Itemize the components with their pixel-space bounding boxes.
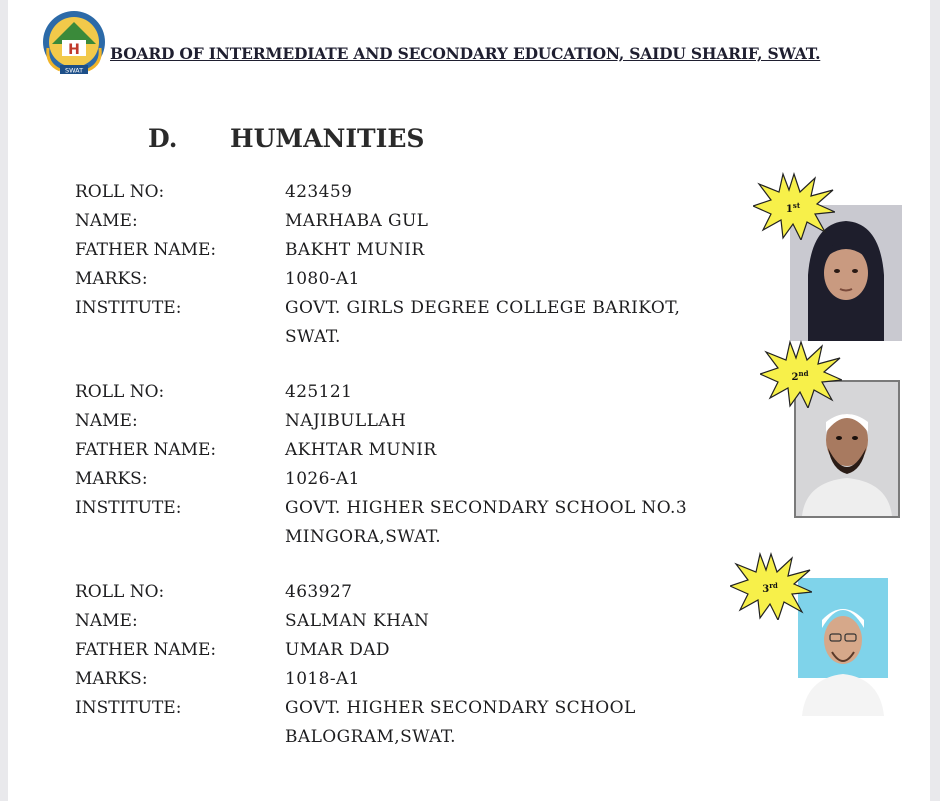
position-number: 3 [762, 584, 770, 595]
father-name-label: FATHER NAME: [75, 440, 217, 460]
roll-no-value: 423459 [285, 182, 353, 202]
position-suffix: rd [769, 581, 778, 590]
institute-value-line2: SWAT. [285, 327, 341, 347]
name-label: NAME: [75, 211, 138, 231]
institute-label: INSTITUTE: [75, 498, 182, 518]
roll-no-value: 425121 [285, 382, 353, 402]
marks-label: MARKS: [75, 469, 148, 489]
marks-value: 1026-A1 [285, 469, 360, 489]
name-value: SALMAN KHAN [285, 611, 430, 631]
position-number: 1 [785, 204, 793, 215]
document-page [8, 0, 930, 801]
institute-value-line2: MINGORA,SWAT. [285, 527, 442, 547]
board-title: BOARD OF INTERMEDIATE AND SECONDARY EDUCATION, SAIDU SHARIF, SWAT. [110, 44, 821, 63]
position-suffix: nd [798, 369, 809, 378]
position-star-2nd [760, 340, 842, 408]
board-logo-icon [40, 8, 108, 76]
section-title: HUMANITIES [230, 124, 425, 153]
position-suffix: st [792, 201, 801, 210]
institute-value-line1: GOVT. GIRLS DEGREE COLLEGE BARIKOT, [285, 298, 681, 318]
name-value: NAJIBULLAH [285, 411, 407, 431]
institute-value-line1: GOVT. HIGHER SECONDARY SCHOOL NO.3 [285, 498, 688, 518]
name-value: MARHABA GUL [285, 211, 429, 231]
name-label: NAME: [75, 611, 138, 631]
board-logo [40, 8, 108, 76]
father-name-value: BAKHT MUNIR [285, 240, 425, 260]
institute-value-line2: BALOGRAM,SWAT. [285, 727, 456, 747]
section-letter: D. [148, 124, 178, 153]
svg-text:H: H [68, 42, 80, 58]
roll-no-value: 463927 [285, 582, 353, 602]
marks-label: MARKS: [75, 669, 148, 689]
father-name-value: AKHTAR MUNIR [285, 440, 437, 460]
father-name-label: FATHER NAME: [75, 240, 217, 260]
marks-value: 1080-A1 [285, 269, 360, 289]
father-name-value: UMAR DAD [285, 640, 390, 660]
svg-text:SWAT: SWAT [64, 66, 84, 75]
roll-no-label: ROLL NO: [75, 382, 165, 402]
marks-label: MARKS: [75, 269, 148, 289]
roll-no-label: ROLL NO: [75, 182, 165, 202]
name-label: NAME: [75, 411, 138, 431]
father-name-label: FATHER NAME: [75, 640, 217, 660]
position-number: 2 [791, 372, 799, 383]
institute-value-line1: GOVT. HIGHER SECONDARY SCHOOL [285, 698, 636, 718]
position-star-1st [753, 172, 835, 240]
roll-no-label: ROLL NO: [75, 582, 165, 602]
institute-label: INSTITUTE: [75, 298, 182, 318]
position-star-3rd [730, 552, 812, 620]
marks-value: 1018-A1 [285, 669, 360, 689]
institute-label: INSTITUTE: [75, 698, 182, 718]
